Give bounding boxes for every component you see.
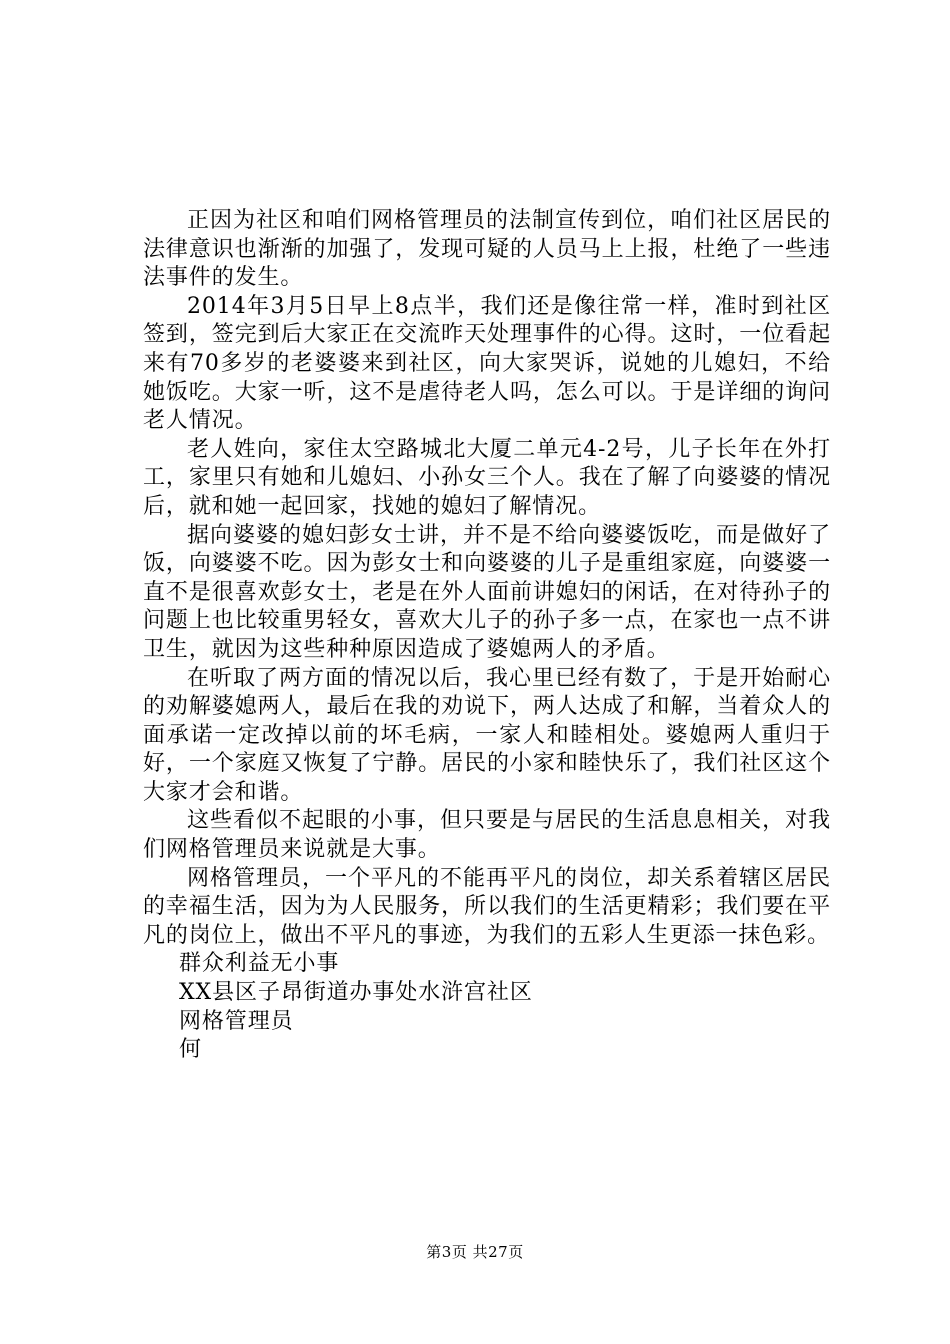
page-number-footer: 第3页 共27页 — [426, 1243, 524, 1261]
paragraph-7: 网格管理员，一个平凡的不能再平凡的岗位，却关系着辖区居民的幸福生活，因为为人民服务，所以我们的生活更精彩；我们要在平凡的岗位上，做出不平凡的事迹，为我们的五彩人生更添一抹色彩。 — [143, 865, 831, 948]
signature-title: 群众利益无小事 — [179, 951, 340, 977]
signature-position: 网格管理员 — [179, 1008, 294, 1034]
signature-name: 何 — [179, 1037, 202, 1063]
paragraph-4: 据向婆婆的媳妇彭女士讲，并不是不给向婆婆饭吃，而是做好了饭，向婆婆不吃。因为彭女士和向婆婆的儿子是重组家庭，向婆婆一直不是很喜欢彭女士，老是在外人面前讲媳妇的闲话，在对待孙子的问题上也比较重男轻女，喜欢大儿子的孙子多一点，在家也一点不讲卫生，就因为这些种种原因造成了婆媳两人的矛盾。 — [143, 522, 831, 662]
paragraph-2: 2014年3月5日早上8点半，我们还是像往常一样，准时到社区签到，签完到后大家正在交流昨天处理事件的心得。这时，一位看起来有70多岁的老婆婆来到社区，向大家哭诉，说她的儿媳妇，不给她饭吃。大家一听，这不是虐待老人吗，怎么可以。于是详细的询问老人情况。 — [143, 293, 831, 434]
signature-organization: XX县区子昂街道办事处水浒宫社区 — [179, 980, 533, 1006]
paragraph-3: 老人姓向，家住太空路城北大厦二单元4-2号，儿子长年在外打工，家里只有她和儿媳妇、小孙女三个人。我在了解了向婆婆的情况后，就和她一起回家，找她的媳妇了解情况。 — [143, 436, 831, 519]
paragraph-6: 这些看似不起眼的小事，但只要是与居民的生活息息相关，对我们网格管理员来说就是大事。 — [143, 808, 831, 863]
paragraph-1: 正因为社区和咱们网格管理员的法制宣传到位，咱们社区居民的法律意识也渐渐的加强了，发现可疑的人员马上上报，杜绝了一些违法事件的发生。 — [143, 208, 831, 291]
paragraph-5: 在听取了两方面的情况以后，我心里已经有数了，于是开始耐心的劝解婆媳两人，最后在我的劝说下，两人达成了和解，当着众人的面承诺一定改掉以前的坏毛病，一家人和睦相处。婆媳两人重归于好，一个家庭又恢复了宁静。居民的小家和睦快乐了，我们社区这个大家才会和谐。 — [143, 665, 831, 805]
document-body — [143, 207, 831, 1065]
